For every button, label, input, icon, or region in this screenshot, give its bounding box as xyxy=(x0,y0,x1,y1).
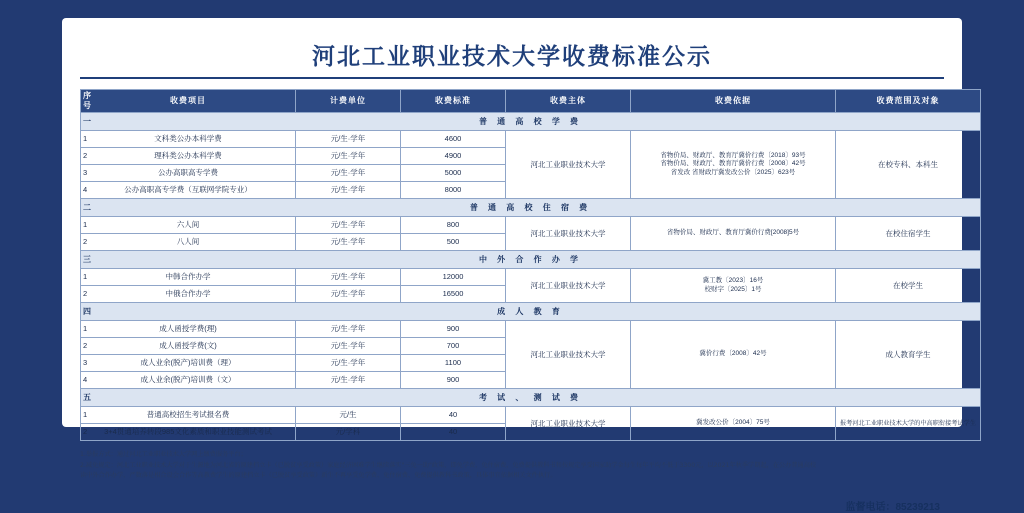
table-row: 3 公办高职高专学费 元/生·学年 5000 xyxy=(81,165,981,182)
cell-unit: 元/生·学年 xyxy=(296,355,401,372)
cell-item: 公办高职高专学费 xyxy=(81,165,296,182)
cell-item: 普通高校招生考试报名费 xyxy=(81,407,296,424)
cell-unit: 元/生·学年 xyxy=(296,269,401,286)
cell-unit: 元/生·学年 xyxy=(296,131,401,148)
cell-item: 成人业余(脱产)培训费（文） xyxy=(81,372,296,389)
cell-basis: 省物价局、财政厅、教育厅冀价行费〔2018〕93号 省物价局、财政厅、教育厅冀价行费〔2008〕42号 省发改 省财政厅冀发改公价〔2025〕623号 xyxy=(631,131,836,199)
table-row: 2 八人间 元/生·学年 500 xyxy=(81,234,981,251)
cell-unit: 元/生·学年 xyxy=(296,148,401,165)
cell-basis: 冀发改公价〔2004〕75号 xyxy=(631,407,836,441)
col-header-standard: 收费标准 xyxy=(401,90,506,113)
cell-subject: 河北工业职业技术大学 xyxy=(506,269,631,303)
cell-standard: 500 xyxy=(401,234,506,251)
table-section-row xyxy=(81,303,981,321)
cell-scope: 在校专科、本科生 xyxy=(836,131,981,199)
fee-standard-poster xyxy=(62,18,977,513)
title-divider xyxy=(80,77,944,79)
cell-unit: 元/生·学年 xyxy=(296,338,401,355)
cell-subject: 河北工业职业技术大学 xyxy=(506,131,631,199)
cell-scope: 成人教育学生 xyxy=(836,321,981,389)
cell-unit: 元/生·学年 xyxy=(296,372,401,389)
cell-item: 八人间 xyxy=(81,234,296,251)
cell-standard: 40 xyxy=(401,407,506,424)
page-title: 河北工业职业技术大学收费标准公示 xyxy=(312,44,712,70)
cell-standard: 4900 xyxy=(401,148,506,165)
cell-standard: 800 xyxy=(401,217,506,234)
cell-standard: 16500 xyxy=(401,286,506,303)
cell-standard: 700 xyxy=(401,338,506,355)
cell-standard: 12000 xyxy=(401,269,506,286)
cell-standard: 1100 xyxy=(401,355,506,372)
col-header-unit: 计费单位 xyxy=(296,90,401,113)
cell-item: 六人间 xyxy=(81,217,296,234)
table-row: 1 成人函授学费(理) 元/生·学年 900 河北工业职业技术大学 冀价行费〔2008〕42号 成人教育学生 xyxy=(81,321,981,338)
cell-standard: 8000 xyxy=(401,182,506,199)
table-section-row xyxy=(81,199,981,217)
supervision-phone: 监督电话：85239213 xyxy=(845,501,940,513)
cell-unit: 元/生·学年 xyxy=(296,165,401,182)
section-title: 普 通 高 校 住 宿 费 xyxy=(81,199,981,217)
table-row: 1 文科类公办本科学费 元/生·学年 4600 河北工业职业技术大学 省物价局、财政厅、教育厅冀价行费〔2018〕93号 省物价局、财政厅、教育厅冀价行费〔2008〕42号 省发改 省财政厅冀发改公价〔2025〕623号 在校专科、本科生 xyxy=(81,131,981,148)
cell-standard: 900 xyxy=(401,372,506,389)
table-row: 2 成人函授学费(文) 元/生·学年 700 xyxy=(81,338,981,355)
table-row: 2 3+4贯通培养转段985文化素质和职业技能测试考试 元/学科 40 xyxy=(81,424,981,441)
table-section-row xyxy=(81,389,981,407)
cell-subject: 河北工业职业技术大学 xyxy=(506,407,631,441)
cell-scope: 在校学生 xyxy=(836,269,981,303)
cell-unit: 元/学科 xyxy=(296,424,401,441)
cell-item: 3+4贯通培养转段985文化素质和职业技能测试考试 xyxy=(81,424,296,441)
cell-unit: 元/生·学年 xyxy=(296,217,401,234)
cell-scope: 报考河北工业职业技术大学的中高职衔接考试学生 xyxy=(836,407,981,441)
notes-block xyxy=(80,450,944,482)
section-title: 普 通 高 校 学 费 xyxy=(81,113,981,131)
note-line: 1.举报方式：通过河北工业职业技术大学网上缴费服务平台； xyxy=(80,451,247,458)
cell-unit: 元/生·学年 xyxy=(296,234,401,251)
cell-standard: 900 xyxy=(401,321,506,338)
section-title: 考 试 、 测 试 费 xyxy=(81,389,981,407)
table-body xyxy=(81,113,981,441)
note-line: 2.减免规定：河北工业职业技术大学对于生源地为河北省的原建档立卡（已脱贫享受政策）家庭经济困难学生继续落实"三免一助"政策，即免学费、免住宿费、免费提供教科书和按规定享受国家助学金每生每年平均不低于3300元，以2021年秋季学期起，在公办普通高校 xyxy=(80,461,817,469)
table-row: 2 理科类公办本科学费 元/生·学年 4900 xyxy=(81,148,981,165)
table-row: 4 成人业余(脱产)培训费（文） 元/生·学年 900 xyxy=(81,372,981,389)
cell-item: 成人函授学费(理) xyxy=(81,321,296,338)
col-header-item: 收费项目 xyxy=(81,90,296,113)
table-row: 3 成人业余(脱产)培训费（理） 元/生·学年 1100 xyxy=(81,355,981,372)
table-header-row xyxy=(81,90,981,113)
col-header-basis: 收费依据 xyxy=(631,90,836,113)
cell-item: 成人函授学费(文) xyxy=(81,338,296,355)
table-row: 4 公办高职高专学费（互联网学院专业） 元/生·学年 8000 xyxy=(81,182,981,199)
table-section-row xyxy=(81,113,981,131)
cell-standard: 40 xyxy=(401,424,506,441)
col-header-subject: 收费主体 xyxy=(506,90,631,113)
cell-standard: 5000 xyxy=(401,165,506,182)
table-row: 1 普通高校招生考试报名费 元/生 40 河北工业职业技术大学 冀发改公价〔2004〕75号 报考河北工业职业技术大学的中高职衔接考试学生 xyxy=(81,407,981,424)
note-line: 读中外合作办学、严数落是相合设会合作等高教费学生的原建档立卡（已脱贫享受政策）新生不再享受免学费、免住宿费、免费提供教科书政策，具体事宜依据相关文件执行。 xyxy=(80,472,557,480)
cell-scope: 在校住宿学生 xyxy=(836,217,981,251)
fee-standard-table xyxy=(80,89,981,441)
cell-item: 成人业余(脱产)培训费（理） xyxy=(81,355,296,372)
table-row: 1 六人间 元/生·学年 800 河北工业职业技术大学 省物价局、财政厅、教育厅冀价行费[2008]5号 在校住宿学生 xyxy=(81,217,981,234)
cell-basis: 省物价局、财政厅、教育厅冀价行费[2008]5号 xyxy=(631,217,836,251)
cell-item: 公办高职高专学费（互联网学院专业） xyxy=(81,182,296,199)
cell-unit: 元/生·学年 xyxy=(296,321,401,338)
cell-item: 中俄合作办学 xyxy=(81,286,296,303)
cell-unit: 元/生·学年 xyxy=(296,182,401,199)
cell-standard: 4600 xyxy=(401,131,506,148)
cell-unit: 元/生 xyxy=(296,407,401,424)
table-section-row xyxy=(81,251,981,269)
cell-item: 中韩合作办学 xyxy=(81,269,296,286)
section-title: 中 外 合 作 办 学 xyxy=(81,251,981,269)
table-row: 2 中俄合作办学 元/生·学年 16500 xyxy=(81,286,981,303)
col-header-scope: 收费范围及对象 xyxy=(836,90,981,113)
table-row: 1 中韩合作办学 元/生·学年 12000 河北工业职业技术大学 冀工教〔2023〕16号 校财字〔2025〕1号 在校学生 xyxy=(81,269,981,286)
cell-item: 理科类公办本科学费 xyxy=(81,148,296,165)
cell-unit: 元/生·学年 xyxy=(296,286,401,303)
cell-basis: 冀价行费〔2008〕42号 xyxy=(631,321,836,389)
cell-basis: 冀工教〔2023〕16号 校财字〔2025〕1号 xyxy=(631,269,836,303)
cell-item: 文科类公办本科学费 xyxy=(81,131,296,148)
cell-subject: 河北工业职业技术大学 xyxy=(506,321,631,389)
cell-subject: 河北工业职业技术大学 xyxy=(506,217,631,251)
section-title: 成 人 教 育 xyxy=(81,303,981,321)
